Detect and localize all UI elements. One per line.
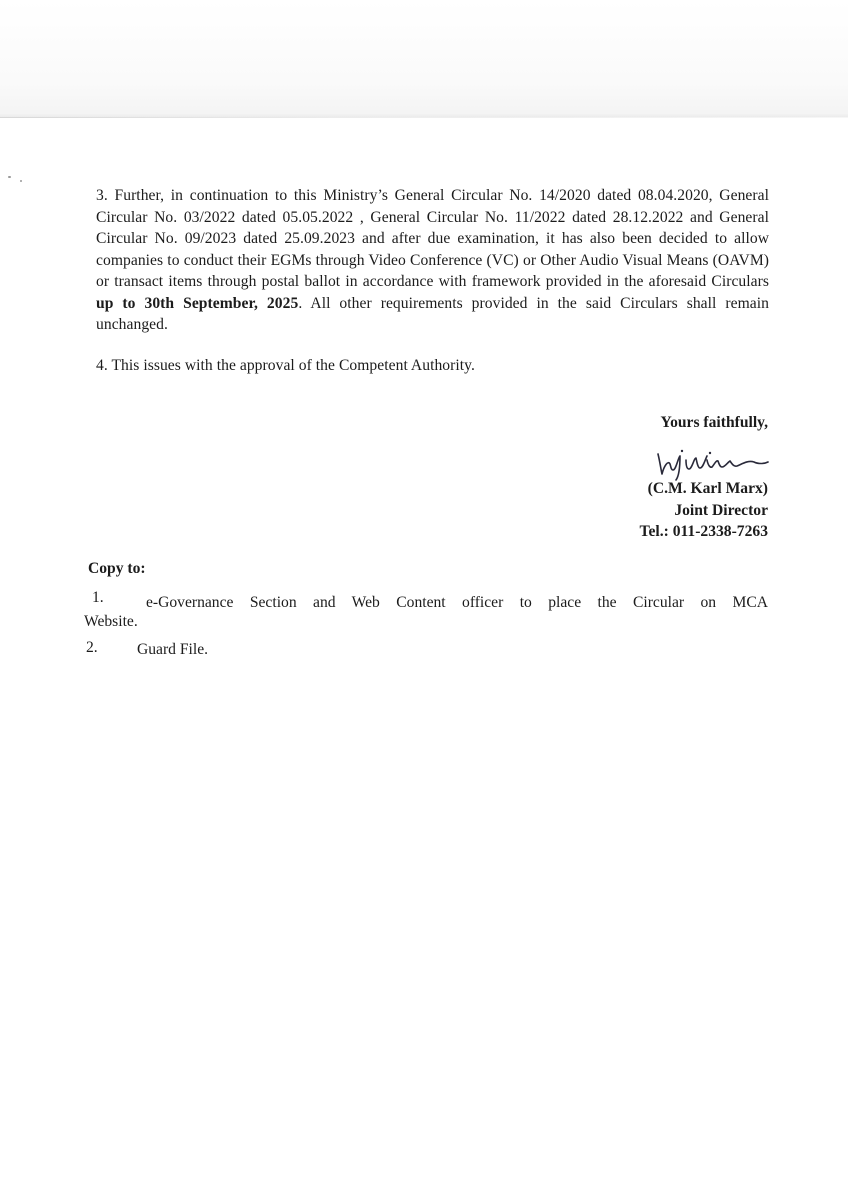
copy-item-text-line: Website.: [84, 613, 138, 630]
copy-item-text: [84, 593, 768, 631]
signatory-block: [639, 478, 768, 543]
signatory-designation: Joint Director: [674, 501, 768, 519]
paragraph-3: [96, 185, 769, 336]
paragraph-4: 4. This issues with the approval of the Competent Authority.: [96, 357, 475, 374]
copy-item-text-line: e-Governance Section and Web Content officer to place the Circular on MCA: [146, 594, 768, 611]
scan-speck: [8, 176, 11, 178]
scan-speck: [20, 180, 22, 182]
salutation: Yours faithfully,: [660, 414, 768, 431]
paragraph-3-ending: . All other requirements provided in the said Circulars shall remain unchanged.: [96, 294, 769, 333]
signatory-name: (C.M. Karl Marx): [647, 480, 768, 497]
copy-item-number: 2.: [86, 639, 98, 656]
copy-item-number: 1.: [92, 589, 104, 606]
copy-to-heading: Copy to:: [88, 560, 146, 577]
signature-icon: [652, 440, 772, 482]
paragraph-3-text: 3. Further, in continuation to this Ministry’s General Circular No. 14/2020 dated 08.04.2020, General Circular No. 03/2022 dated 05.05.2022 , General Circular No. 11/2022 dated 28.12.2022 and General Circular No. 09/2023 dated 25.09.2023 and after due examination, it has also been decided to allow companies to conduct their EGMs through Video Conference (VC) or Other Audio Visual Means (OAVM) or transact items through postal ballot in accordance with framework provided in the aforesaid Circulars: [96, 187, 769, 290]
signatory-telephone: Tel.: 011-2338-7263: [639, 523, 768, 540]
paragraph-3-deadline: up to 30th September, 2025: [96, 294, 299, 312]
scan-shadow: [0, 0, 848, 118]
copy-item-text: Guard File.: [137, 641, 209, 658]
